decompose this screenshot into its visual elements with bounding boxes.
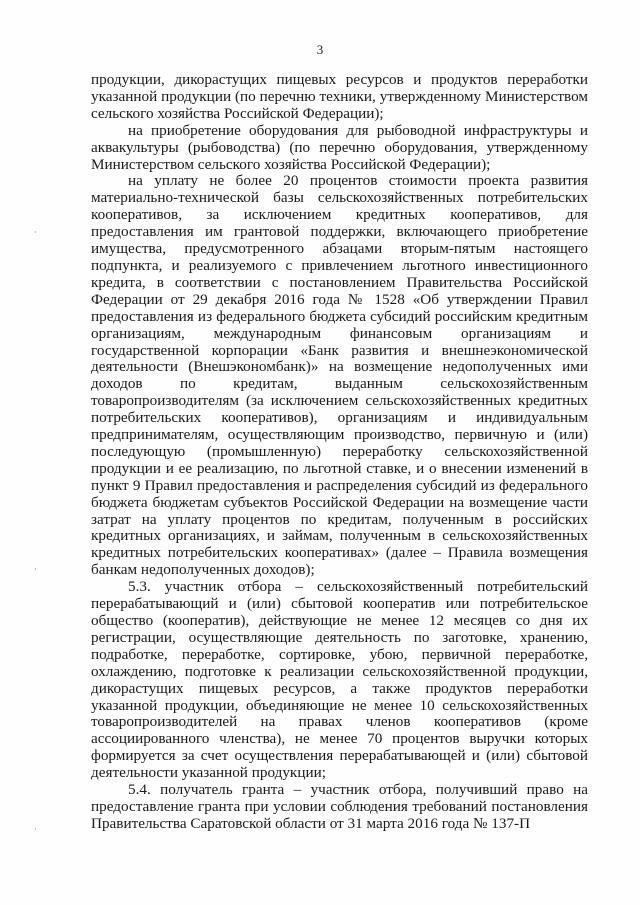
scan-speck: · [34,565,37,574]
paragraph-section-5-4: 5.4. получатель гранта – участник отбора, получивший право на предоставление гранта при условии соблюдения требований постановления Правительства Саратовской области от 31 марта 2016 года № 137-П [91,781,588,832]
paragraph-section-5-3: 5.3. участник отбора – сельскохозяйственный потребительский перерабатывающий и (или) сбытовой кооператив или потребительское общество (кооператив), действующие не менее 12 месяцев со дня их регистрации, осуществляющие деятельность по заготовке, хранению, подработке, переработке, сортировке, убою, первичной переработке, охлаждению, подготовке к реализации сельскохозяйственной продукции, дикорастущих пищевых ресурсов, а также продуктов переработки указанной продукции, объединяющие не менее 10 сельскохозяйственных товаропроизводителей на правах членов кооперативов (кроме ассоциированного членства), не менее 70 процентов выручки которых формируется за счет осуществления перерабатывающей и (или) сбытовой деятельности указанной продукции; [91,578,588,782]
paragraph-cooperative-project: на уплату не более 20 процентов стоимости проекта развития материально-технической базы сельскохозяйственных потребительских кооперативов, за исключением кредитных кооперативов, для предоставления им грантовой поддержки, включающего приобретение имущества, предусмотренного абзацами вторым-пятым настоящего подпункта, и реализуемого с привлечением льготного инвестиционного кредита, в соответствии с постановлением Правительства Российской Федерации от 29 декабря 2016 года № 1528 «Об утверждении Правил предоставления из федерального бюджета субсидий российским кредитным организациям, международным финансовым организациям и государственной корпорации «Банк развития и внешнеэкономической деятельности (Внешэкономбанк)» на возмещение недополученных ими доходов по кредитам, выданным сельскохозяйственным товаропроизводителям (за исключением сельскохозяйственных кредитных потребительских кооперативов), организациям и индивидуальным предпринимателям, осуществляющим производство, первичную и (или) последующую (промышленную) переработку сельскохозяйственной продукции и ее реализацию, по льготной ставке, и о внесении изменений в пункт 9 Правил предоставления и распределения субсидий из федерального бюджета бюджетам субъектов Российской Федерации на возмещение части затрат на уплату процентов по кредитам, полученным в российских кредитных организациях, и займам, полученным в сельскохозяйственных кредитных потребительских кооперативах» (далее – Правила возмещения банкам недополученных доходов); [91,172,588,579]
paragraph-continuation: продукции, дикорастущих пищевых ресурсов и продуктов переработки указанной продукции (по перечню техники, утвержденному Министерством сельского хозяйства Российской Федерации); [91,71,588,122]
page-number: 3 [316,42,324,57]
paragraph-fish-equipment: на приобретение оборудования для рыбоводной инфраструктуры и аквакультуры (рыбоводства) (по перечню оборудования, утвержденному Министерством сельского хозяйства Российской Федерации); [91,121,588,173]
document-body [91,72,588,833]
scan-speck: · [34,825,37,834]
scan-speck: · [34,228,37,237]
